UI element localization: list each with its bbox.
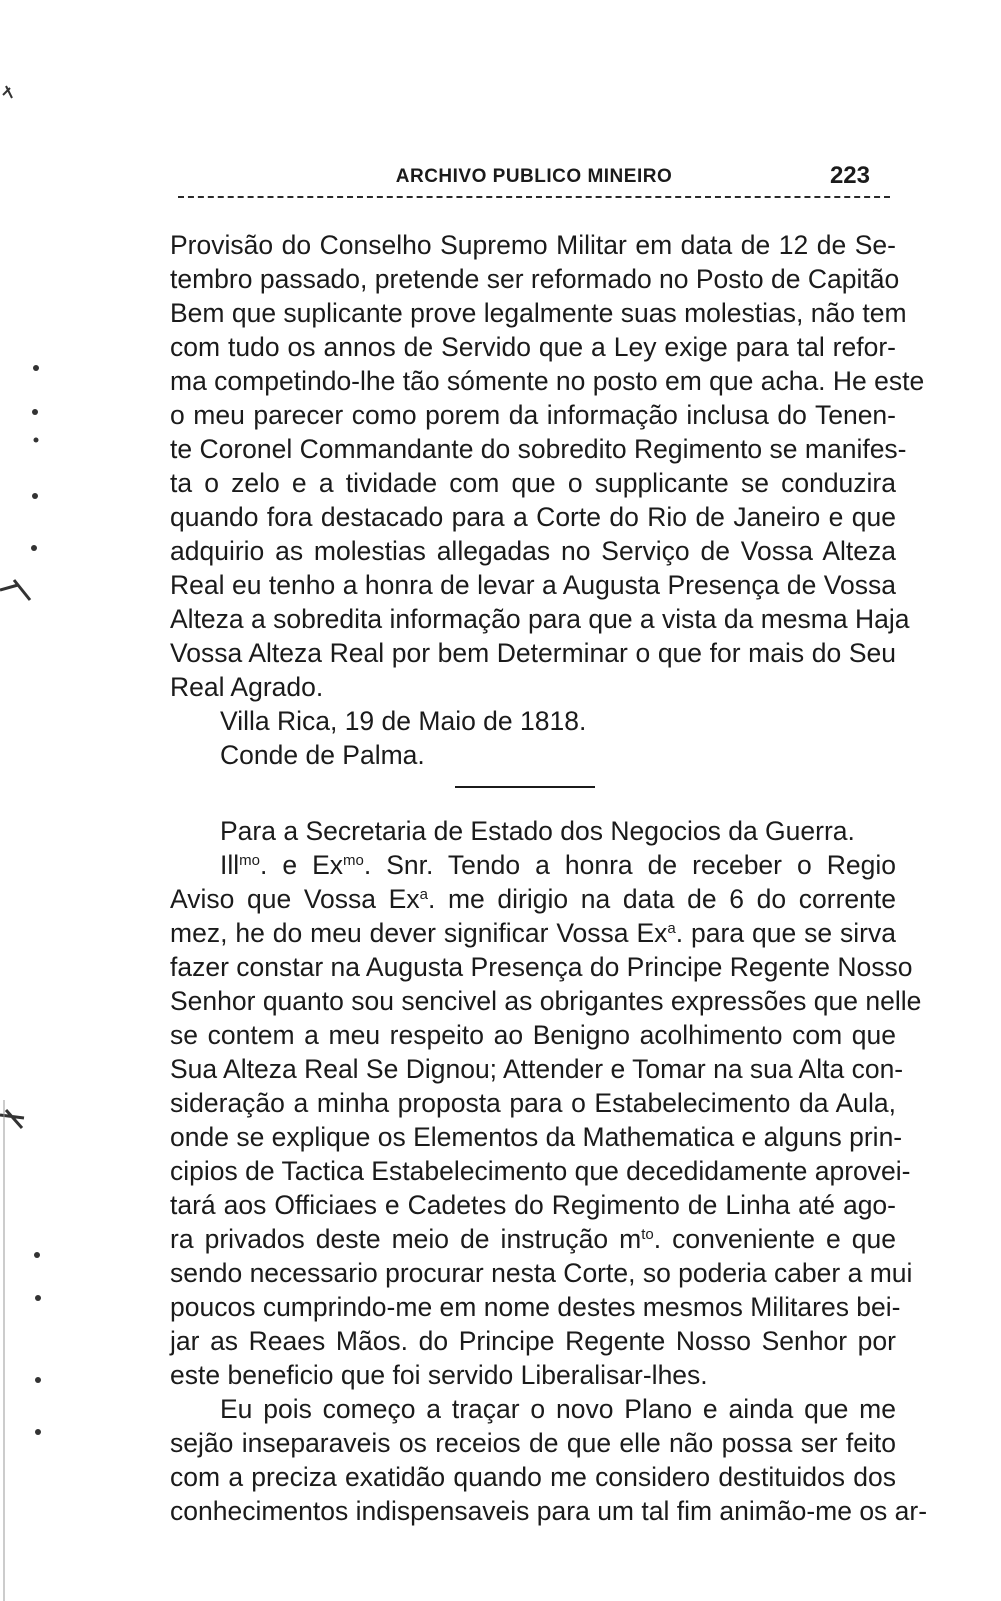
text-line: Real Agrado. bbox=[170, 672, 324, 702]
text-line: com tudo os annos de Servido que a Ley exige para tal refor- bbox=[170, 332, 896, 362]
text-fragment: . para que se sirva bbox=[675, 918, 896, 948]
body-text bbox=[170, 228, 928, 1528]
text-line: adquirio as molestias allegadas no Serviço de Vossa Alteza bbox=[170, 536, 896, 566]
signature-place-date: Villa Rica, 19 de Maio de 1818. bbox=[220, 706, 587, 736]
header-rule bbox=[178, 196, 890, 198]
superscript-abbrev: mo bbox=[343, 852, 364, 869]
text-line: o meu parecer como porem da informação inclusa do Tenen- bbox=[170, 400, 896, 430]
margin-scan-marks bbox=[0, 0, 60, 1601]
section-divider bbox=[455, 786, 595, 788]
text-line: ta o zelo e a tividade com que o supplicante se conduzira bbox=[170, 468, 896, 498]
text-line bbox=[170, 1222, 896, 1256]
text-line: tembro passado, pretende ser reformado no Posto de Capitão bbox=[170, 264, 900, 294]
text-line: sideração a minha proposta para o Estabelecimento da Aula, bbox=[170, 1088, 896, 1118]
paragraph-1 bbox=[170, 228, 925, 704]
text-line: Eu pois começo a traçar o novo Plano e ainda que me bbox=[220, 1394, 896, 1424]
header-title: ARCHIVO PUBLICO MINEIRO bbox=[395, 166, 673, 187]
text-line: se contem a meu respeito ao Benigno acolhimento com que bbox=[170, 1020, 896, 1050]
text-line: quando fora destacado para a Corte do Rio de Janeiro e que bbox=[170, 502, 896, 532]
text-line: Real eu tenho a honra de levar a Augusta Presença de Vossa bbox=[170, 570, 896, 600]
text-line: ma competindo-lhe tão sómente no posto em que acha. He este bbox=[170, 366, 925, 396]
letter-salutation-line bbox=[170, 848, 896, 882]
page-number: 223 bbox=[829, 162, 870, 189]
running-header bbox=[178, 162, 890, 196]
text-line: te Coronel Commandante do sobredito Regimento se manifes- bbox=[170, 434, 907, 464]
text-line: cipios de Tactica Estabelecimento que decedidamente aprovei- bbox=[170, 1156, 911, 1186]
text-line: poucos cumprindo-me em nome destes mesmos Militares bei- bbox=[170, 1292, 901, 1322]
text-fragment: ra privados deste meio de instrução m bbox=[170, 1224, 642, 1254]
text-line: fazer constar na Augusta Presença do Principe Regente Nosso bbox=[170, 952, 913, 982]
text-line: este beneficio que foi servido Liberalisar-lhes. bbox=[170, 1360, 708, 1390]
text-line: conhecimentos indispensaveis para um tal fim animão-me os ar- bbox=[170, 1496, 928, 1526]
text-line: com a preciza exatidão quando me considero destituidos dos bbox=[170, 1462, 896, 1492]
superscript-abbrev: mo bbox=[239, 852, 260, 869]
signature-block bbox=[170, 704, 896, 772]
text-fragment: Aviso que Vossa Ex bbox=[170, 884, 420, 914]
text-line: Sua Alteza Real Se Dignou; Attender e Tomar na sua Alta con- bbox=[170, 1054, 904, 1084]
text-line: jar as Reaes Mãos. do Principe Regente Nosso Senhor por bbox=[170, 1326, 896, 1356]
text-fragment: Ill bbox=[220, 850, 240, 880]
signature-name: Conde de Palma. bbox=[220, 740, 425, 770]
text-line bbox=[170, 916, 896, 950]
text-line: sejão inseparaveis os receios de que elle não possa ser feito bbox=[170, 1428, 896, 1458]
text-line: Senhor quanto sou sencivel as obrigantes expressões que nelle bbox=[170, 986, 922, 1016]
letter-addressee: Para a Secretaria de Estado dos Negocios da Guerra. bbox=[220, 816, 855, 846]
text-line: Alteza a sobredita informação para que a vista da mesma Haja bbox=[170, 604, 910, 634]
text-line: Vossa Alteza Real por bem Determinar o que for mais do Seu bbox=[170, 638, 896, 668]
superscript-abbrev: to bbox=[641, 1226, 654, 1243]
text-line: Provisão do Conselho Supremo Militar em data de 12 de Se- bbox=[170, 230, 896, 260]
text-fragment: . me dirigio na data de 6 do corrente bbox=[427, 884, 896, 914]
text-line: Bem que suplicante prove legalmente suas molestias, não tem bbox=[170, 298, 907, 328]
text-line bbox=[170, 882, 896, 916]
superscript-abbrev: a bbox=[667, 920, 676, 937]
text-line: onde se explique os Elementos da Mathematica e alguns prin- bbox=[170, 1122, 903, 1152]
superscript-abbrev: a bbox=[419, 886, 428, 903]
letter-2 bbox=[170, 814, 928, 1528]
text-line: tará aos Officiaes e Cadetes do Regimento de Linha até ago- bbox=[170, 1190, 896, 1220]
text-fragment: . e Ex bbox=[259, 850, 344, 880]
text-fragment: . conveniente e que bbox=[653, 1224, 896, 1254]
text-fragment: mez, he do meu dever significar Vossa Ex bbox=[170, 918, 668, 948]
text-fragment: . Snr. Tendo a honra de receber o Regio bbox=[363, 850, 896, 880]
text-line: sendo necessario procurar nesta Corte, so poderia caber a mui bbox=[170, 1258, 913, 1288]
